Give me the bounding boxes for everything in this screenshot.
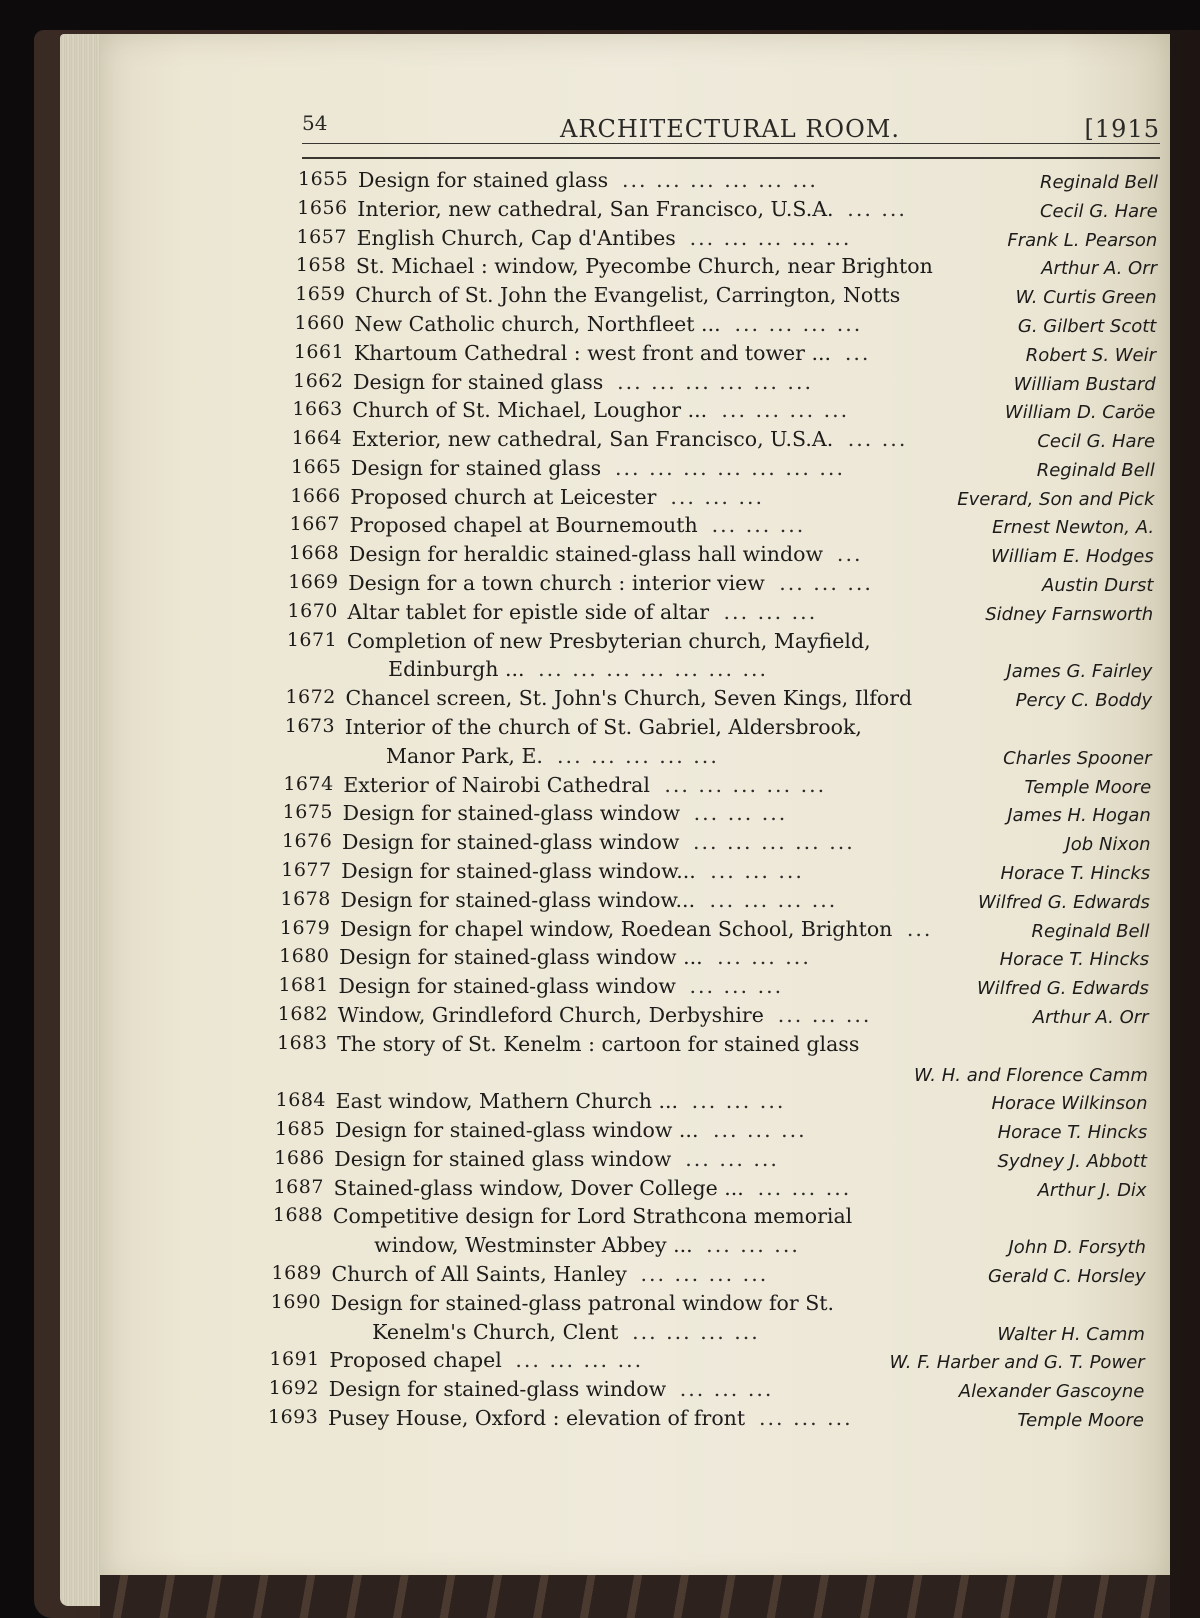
catalogue-entry: [290, 513, 1154, 541]
entry-title: St. Michael : window, Pyecombe Church, near Brighton: [355, 254, 933, 279]
entry-artist: John D. Forsyth: [1008, 1237, 1146, 1259]
catalogue-entry: [268, 1406, 1144, 1434]
entry-number: 1681: [278, 974, 329, 997]
catalogue-entry: [269, 1348, 1144, 1376]
leader-dots: ...: [836, 542, 863, 567]
entry-number: 1662: [293, 369, 344, 392]
entry-title-continuation: window, Westminster Abbey ...: [374, 1233, 693, 1258]
catalogue-entry: [298, 168, 1158, 196]
entry-artist: James G. Fairley: [1006, 661, 1153, 683]
entry-artist: Sydney J. Abbott: [997, 1150, 1147, 1172]
leader-dots: ... ... ...: [711, 513, 806, 538]
entry-title: Design for stained glass: [351, 455, 602, 480]
catalogue-entry: [279, 945, 1149, 973]
leader-dots: ... ... ...: [689, 974, 784, 999]
entry-title: Design for stained-glass window...: [341, 858, 696, 883]
entry-title: New Catholic church, Northfleet ...: [354, 311, 721, 336]
entry-artist: Temple Moore: [1024, 776, 1152, 798]
entry-artist: James H. Hogan: [1007, 805, 1151, 827]
entry-number: 1692: [268, 1377, 320, 1400]
entry-number: 1693: [268, 1406, 319, 1428]
leader-dots: ... ... ... ...: [721, 398, 850, 423]
leader-dots: ... ... ... ...: [709, 887, 838, 912]
entry-artist: Gerald C. Horsley: [987, 1266, 1146, 1288]
entry-number: 1668: [288, 542, 340, 565]
entry-artist: Cecil G. Hare: [1039, 200, 1158, 222]
catalogue-entry: [295, 283, 1156, 311]
entry-title: Proposed chapel: [329, 1348, 502, 1373]
entry-title: Proposed church at Leicester: [350, 484, 657, 509]
entry-artist: Temple Moore: [1017, 1410, 1144, 1431]
catalogue-entry: [297, 226, 1158, 254]
entry-title: Design for stained-glass window: [342, 801, 681, 826]
entry-artist: Robert S. Weir: [1025, 344, 1157, 366]
entry-number: 1675: [282, 801, 333, 824]
catalogue-entry-continuation: [276, 1061, 1148, 1089]
entry-number: 1676: [281, 830, 333, 853]
entry-title: Interior of the church of St. Gabriel, Aldersbrook,: [344, 715, 862, 740]
entry-title: Design for stained glass: [358, 168, 609, 192]
catalogue-entry: [273, 1204, 1146, 1232]
entry-number: 1664: [291, 427, 343, 450]
entry-number: 1660: [294, 311, 345, 334]
leader-dots: ... ... ... ... ... ... ...: [615, 455, 845, 480]
entry-number: 1666: [290, 484, 341, 507]
entry-number: 1657: [296, 225, 347, 248]
entry-number: 1658: [295, 254, 347, 277]
entry-artist: Alexander Gascoyne: [958, 1381, 1145, 1403]
leader-dots: ... ...: [847, 427, 908, 452]
catalogue-entry-continuation: [284, 744, 1151, 772]
catalogue-entry: [288, 600, 1154, 628]
entry-title: Altar tablet for epistle side of altar: [347, 599, 710, 624]
catalogue-entry: [285, 715, 1152, 743]
catalogue-entry-continuation: [272, 1233, 1146, 1261]
catalogue-entry: [291, 456, 1155, 484]
leader-dots: ... ... ...: [679, 1377, 774, 1402]
catalogue-entry: [278, 1003, 1149, 1031]
entry-title: Church of St. John the Evangelist, Carrington, Notts: [355, 283, 901, 308]
entry-artist: Reginald Bell: [1031, 920, 1150, 942]
entry-artist: Percy C. Boddy: [1015, 690, 1153, 712]
page-title: ARCHITECTURAL ROOM.: [560, 115, 900, 143]
entry-number: 1687: [273, 1175, 324, 1198]
entry-artist: Austin Durst: [1042, 575, 1154, 597]
catalogue-entry: [274, 1176, 1147, 1204]
entry-title: Interior, new cathedral, San Francisco, U.S.A.: [357, 196, 834, 221]
entry-number: 1690: [270, 1290, 322, 1313]
entry-artist: G. Gilbert Scott: [1017, 315, 1157, 337]
entry-number: 1656: [297, 196, 348, 219]
entry-artist: Wilfred G. Edwards: [977, 891, 1150, 913]
catalogue-entry: [271, 1262, 1145, 1290]
entry-title: Pusey House, Oxford : elevation of front: [328, 1406, 746, 1430]
entry-artist: Horace Wilkinson: [991, 1093, 1148, 1115]
entry-artist: Arthur J. Dix: [1037, 1179, 1147, 1201]
entry-title: Design for stained-glass window ...: [339, 945, 703, 970]
entry-title: Design for stained-glass window ...: [334, 1118, 699, 1143]
entry-number: 1671: [286, 628, 338, 651]
entry-number: 1680: [279, 945, 330, 968]
leader-dots: ... ... ... ... ... ...: [617, 369, 813, 394]
entry-artist: Arthur A. Orr: [1041, 258, 1158, 280]
entry-number: 1655: [298, 168, 349, 190]
catalogue-entry: [269, 1377, 1145, 1405]
entry-title: Design for stained-glass window...: [340, 887, 696, 912]
catalogue-entry-continuation: [270, 1320, 1145, 1348]
entry-number: 1677: [281, 858, 332, 881]
leader-dots: ... ... ...: [685, 1146, 779, 1171]
entry-artist: William E. Hodges: [990, 546, 1154, 568]
entry-number: 1661: [293, 340, 345, 363]
entry-number: 1682: [277, 1002, 329, 1025]
catalogue-entry: [292, 398, 1155, 426]
entry-title: Stained-glass window, Dover College ...: [333, 1175, 744, 1200]
entry-artist: William D. Caröe: [1004, 402, 1156, 424]
leader-dots: ... ... ... ... ... ... ...: [538, 657, 769, 682]
leader-dots: ... ... ...: [779, 571, 873, 596]
entry-title: Design for stained-glass patronal window for St.: [330, 1290, 834, 1315]
entry-artist: Walter H. Camm: [997, 1323, 1145, 1345]
leader-dots: ... ... ...: [717, 945, 811, 970]
entry-title: Church of St. Michael, Loughor ...: [352, 398, 708, 423]
catalogue-entry: [280, 917, 1150, 945]
entry-artist: William Bustard: [1013, 373, 1156, 395]
entry-title: Design for stained glass window: [334, 1146, 672, 1171]
entry-number: 1685: [274, 1118, 326, 1141]
entry-artist: Job Nixon: [1065, 834, 1151, 856]
entry-title: Church of All Saints, Hanley: [331, 1262, 627, 1287]
entry-title: English Church, Cap d'Antibes: [356, 225, 676, 250]
leader-dots: ... ... ... ... ...: [557, 743, 719, 768]
entry-title-continuation: Manor Park, E.: [386, 743, 543, 768]
entry-title: Design for stained-glass window: [341, 830, 680, 855]
catalogue-entry: [289, 542, 1154, 570]
entry-title: Design for stained-glass window: [328, 1377, 667, 1402]
catalogue-entry: [274, 1147, 1147, 1175]
entry-number: 1672: [285, 686, 336, 709]
entry-title: Chancel screen, St. John's Church, Seven Kings, Ilford: [345, 686, 913, 711]
leader-dots: ...: [906, 916, 933, 941]
page-year: [1915: [1084, 115, 1160, 143]
entry-number: 1667: [289, 513, 340, 536]
catalogue-entry: [275, 1118, 1147, 1146]
entry-title: Khartoum Cathedral : west front and tower ...: [353, 340, 832, 365]
entry-number: 1684: [275, 1089, 327, 1112]
leader-dots: ... ... ... ... ...: [689, 225, 852, 250]
entry-number: 1686: [274, 1146, 325, 1169]
entry-title: The story of St. Kenelm : cartoon for stained glass: [337, 1031, 860, 1056]
catalogue-entry: [296, 254, 1157, 282]
entry-number: 1691: [269, 1348, 320, 1371]
leader-dots: ... ... ... ... ... ...: [622, 168, 818, 192]
entry-artist: Horace T. Hincks: [997, 1122, 1148, 1144]
catalogue-entry: [278, 974, 1148, 1002]
entry-number: 1683: [277, 1031, 328, 1054]
entry-number: 1659: [295, 283, 346, 306]
entry-title: Proposed chapel at Bournemouth: [349, 513, 698, 538]
leader-dots: ... ... ...: [691, 1089, 786, 1114]
entry-number: 1674: [283, 772, 334, 795]
leader-dots: ... ... ...: [706, 1233, 800, 1258]
leader-dots: ... ... ... ...: [640, 1262, 769, 1287]
catalogue-entry: [283, 801, 1151, 829]
entry-artist: Frank L. Pearson: [1007, 229, 1158, 251]
entry-title: Design for a town church : interior view: [348, 571, 765, 596]
entry-title-continuation: Kenelm's Church, Clent: [372, 1319, 619, 1344]
catalogue-entry: [282, 830, 1151, 858]
entry-artist: Reginald Bell: [1036, 459, 1155, 481]
catalogue-entry: [277, 1032, 1148, 1060]
entry-artist: W. H. and Florence Camm: [913, 1064, 1148, 1086]
leader-dots: ... ... ...: [777, 1002, 872, 1027]
catalogue-entry: [281, 859, 1150, 887]
catalogue-entry: [281, 888, 1150, 916]
catalogue-entry: [285, 686, 1152, 714]
entry-artist: Horace T. Hincks: [999, 949, 1150, 971]
leader-dots: ... ... ... ... ...: [692, 830, 855, 855]
entry-artist: Everard, Son and Pick: [957, 488, 1155, 510]
leader-dots: ... ... ...: [712, 1118, 807, 1143]
entry-artist: W. F. Harber and G. T. Power: [889, 1352, 1145, 1374]
catalogue-entry: [292, 427, 1155, 455]
leader-dots: ... ... ...: [759, 1406, 853, 1430]
entry-number: 1663: [292, 398, 343, 421]
leader-dots: ... ... ...: [670, 484, 764, 509]
entry-artist: Cecil G. Hare: [1037, 431, 1156, 453]
entry-title: Exterior, new cathedral, San Francisco, U.S.A.: [351, 427, 834, 452]
entry-title: Competitive design for Lord Strathcona memorial: [332, 1204, 853, 1229]
catalogue-entry: [283, 773, 1151, 801]
entry-title: Window, Grindleford Church, Derbyshire: [337, 1002, 764, 1027]
entry-number: 1670: [287, 599, 338, 622]
catalogue-entry: [288, 571, 1153, 599]
entry-artist: Charles Spooner: [1003, 747, 1152, 769]
catalogue-entry: [293, 370, 1156, 398]
leader-dots: ... ... ... ...: [632, 1319, 760, 1344]
leader-dots: ... ... ...: [710, 858, 804, 883]
catalogue-entry: [295, 312, 1157, 340]
entry-number: 1689: [271, 1262, 322, 1285]
catalogue-entry: [271, 1291, 1146, 1319]
entry-artist: Arthur A. Orr: [1032, 1006, 1149, 1028]
entry-artist: Ernest Newton, A.: [992, 517, 1155, 539]
leader-dots: ...: [844, 340, 871, 365]
leader-dots: ... ... ...: [723, 599, 818, 624]
leader-dots: ... ... ... ...: [515, 1348, 644, 1373]
entry-title: East window, Mathern Church ...: [335, 1089, 678, 1114]
entry-artist: Sidney Farnsworth: [985, 603, 1154, 625]
entry-title: Design for chapel window, Roedean School, Brighton: [339, 916, 893, 941]
catalogue-entry: [276, 1089, 1148, 1117]
leader-dots: ... ... ... ...: [734, 311, 863, 336]
entry-number: 1679: [279, 916, 331, 939]
leader-dots: ... ... ...: [693, 801, 788, 826]
entry-title: Design for heraldic stained-glass hall window: [348, 542, 823, 567]
leader-dots: ... ... ...: [757, 1175, 852, 1200]
entry-number: 1669: [288, 571, 339, 594]
entry-artist: Horace T. Hincks: [1000, 862, 1151, 884]
entry-artist: Wilfred G. Edwards: [976, 978, 1149, 1000]
page-number: 54: [302, 111, 328, 135]
entry-title: Design for stained glass: [353, 369, 604, 394]
entry-title: Completion of new Presbyterian church, Mayfield,: [346, 628, 871, 653]
catalogue-entry: [287, 629, 1153, 657]
entry-number: 1688: [272, 1204, 324, 1227]
entry-title: Exterior of Nairobi Cathedral: [343, 772, 650, 797]
catalogue-entry: [290, 485, 1154, 513]
entry-number: 1673: [284, 715, 336, 738]
catalogue-entry: [297, 197, 1157, 225]
catalogue-entry: [294, 341, 1156, 369]
entry-number: 1678: [280, 887, 331, 910]
entry-number: 1665: [291, 455, 342, 478]
leader-dots: ... ... ... ... ...: [664, 772, 827, 797]
entry-artist: Reginald Bell: [1039, 172, 1158, 193]
entry-title-continuation: Edinburgh ...: [388, 657, 525, 682]
catalogue-entry-continuation: [286, 657, 1152, 685]
entry-title: Design for stained-glass window: [338, 974, 676, 999]
entry-artist: W. Curtis Green: [1015, 287, 1157, 309]
leader-dots: ... ...: [847, 196, 907, 221]
